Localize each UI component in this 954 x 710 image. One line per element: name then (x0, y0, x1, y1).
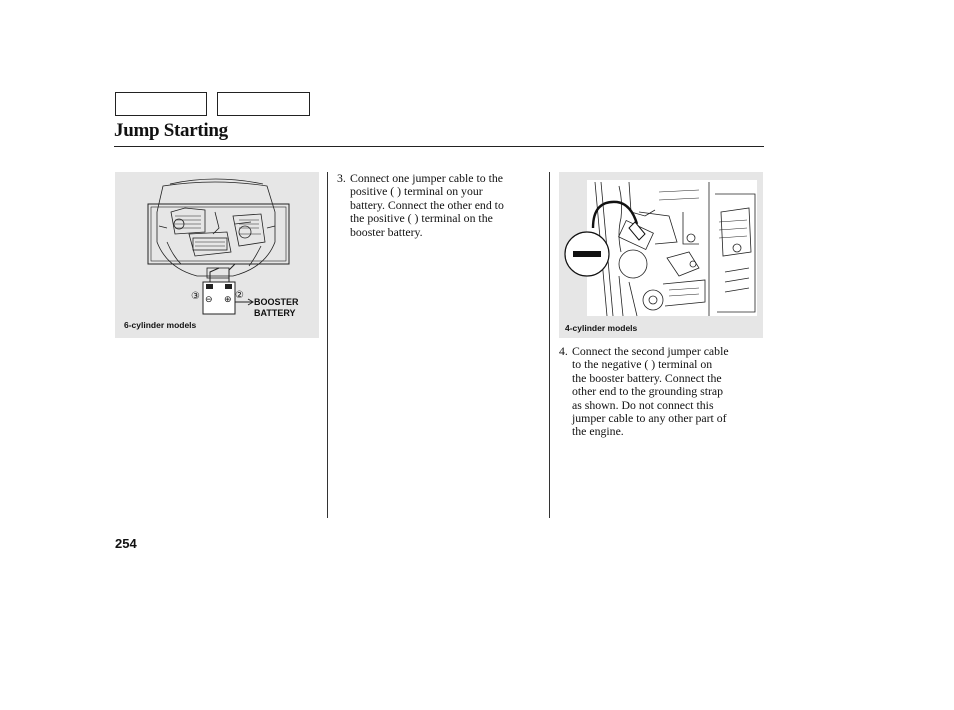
column-divider (549, 172, 550, 518)
page-title: Jump Starting (114, 120, 228, 141)
step-number: 4. (559, 344, 568, 358)
callout-2: ② (235, 290, 244, 301)
plus-terminal-symbol: ⊕ (224, 294, 232, 304)
section-tab-box (115, 92, 207, 116)
page-number: 254 (115, 536, 137, 551)
title-divider (114, 146, 764, 147)
figure-4-cylinder (559, 172, 763, 338)
step-text: Connect the second jumper cable to the negative ( ) terminal on the booster battery. Connect the other end to the grounding strap as shown. Do not connect this jumper cable to any other part of the engine. (572, 344, 729, 439)
column-divider (327, 172, 328, 518)
step-number: 3. (337, 171, 346, 185)
callout-3: ③ (191, 291, 200, 302)
figure-6-cylinder (115, 172, 319, 338)
figure-caption: 6-cylinder models (124, 320, 197, 330)
figure-caption: 4-cylinder models (565, 323, 638, 333)
minus-terminal-symbol: ⊖ (205, 294, 213, 304)
booster-battery-label: BOOSTER BATTERY (254, 297, 299, 318)
step-text: Connect one jumper cable to the positive ( ) terminal on your battery. Connect the other end to the positive ( ) terminal on the booster battery. (350, 171, 504, 239)
engine-4cyl-illustration (559, 172, 763, 338)
section-tab-box (217, 92, 310, 116)
